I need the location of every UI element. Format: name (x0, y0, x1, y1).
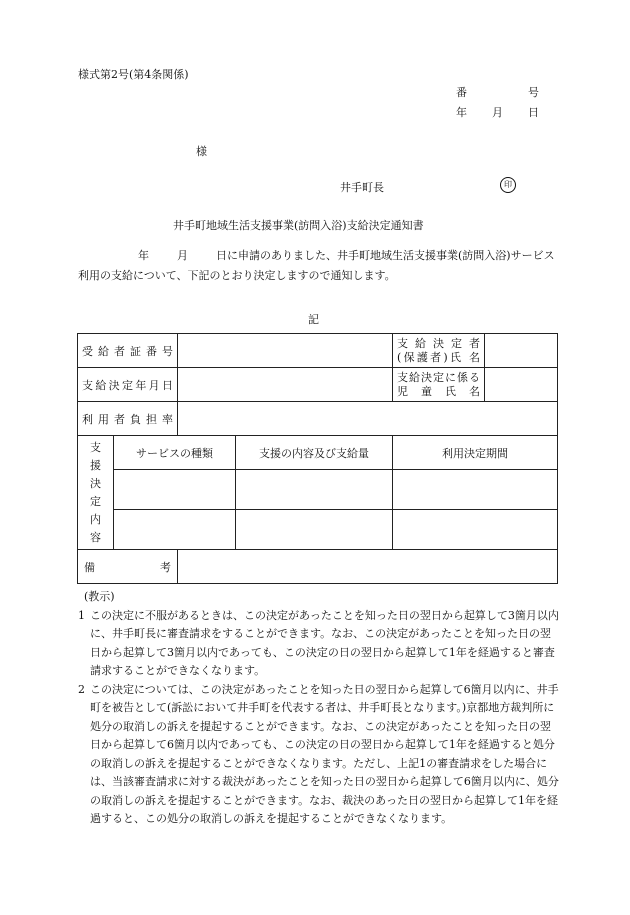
decision-holder-label-2: (保護者)氏 名 (397, 350, 480, 364)
usage-period-header: 利用決定期間 (393, 436, 558, 470)
burden-rate-label: 利用者負担率 (82, 412, 173, 426)
document-title: 井手町地域生活支援事業(訪問入浴)支給決定通知書 (173, 219, 424, 232)
recipient-number-label: 受給者証番号 (82, 344, 173, 358)
list-item (78, 681, 560, 829)
table-row (78, 436, 558, 470)
child-label-1: 支給決定に係る (397, 370, 480, 384)
instruction-number: 1 (78, 608, 85, 622)
burden-rate-value (178, 402, 558, 436)
date-month-label: 月 (492, 106, 503, 119)
instructions-heading: (教示) (84, 590, 115, 603)
addressee-suffix: 様 (196, 145, 207, 158)
table-row (78, 510, 558, 550)
seal-icon: 印 (500, 177, 516, 193)
instruction-text: この決定については、この決定があったことを知った日の翌日から起算して6箇月以内に、井手町を被告として(訴訟において井手町を代表する者は、井手町長となります。)京都地方裁判所に処分の取消しの訴えを提起することができます。なお、この決定があったことを知った日の翌日から起算して6箇月以内であっても、この決定の日の翌日から起算して1年を経過すると処分の取消しの訴えを提起することができなくなります。ただし、上記1の審査請求をした場合には、当該審査請求に対する裁決があったことを知った日の翌日から起算して6箇月以内に、処分の取消しの訴えを提起することができます。なお、裁決のあった日の翌日から起算して1年を経過すると、この処分の取消しの訴えを提起することができなくなります。 (90, 682, 559, 825)
intro-text: 日に申請のありました、井手町地域生活支援事業(訪問入浴)サービス利用の支給について、下記のとおり決定しますので通知します。 (78, 249, 555, 282)
table-row (78, 550, 558, 584)
intro-year: 年 (138, 249, 149, 262)
list-item (78, 607, 560, 681)
document-number-label: 番 (456, 86, 467, 99)
ki-heading: 記 (308, 313, 319, 326)
table-row (78, 368, 558, 402)
decision-date-label: 支給決定年月日 (82, 378, 173, 392)
content-vertical-label: 支援決定内容 (78, 436, 114, 550)
date-day-label: 日 (528, 106, 539, 119)
recipient-number-value (178, 334, 393, 368)
instructions (78, 588, 560, 829)
child-name-value (485, 368, 558, 402)
service-type-header: サービスの種類 (114, 436, 236, 470)
intro-month: 月 (177, 249, 188, 262)
date-year-label: 年 (456, 106, 467, 119)
table-row (78, 470, 558, 510)
document-number-suffix: 号 (528, 86, 539, 99)
support-amount-header: 支援の内容及び支給量 (236, 436, 393, 470)
decision-table (77, 333, 558, 584)
remarks-label-2: 考 (160, 560, 171, 574)
table-row (78, 402, 558, 436)
decision-date-value (178, 368, 393, 402)
table-row (78, 334, 558, 368)
instruction-number: 2 (78, 682, 85, 696)
remarks-label-1: 備 (84, 560, 95, 574)
decision-holder-value (485, 334, 558, 368)
issuer-name: 井手町長 (340, 181, 384, 194)
intro-paragraph (78, 246, 558, 286)
decision-holder-label-1: 支給決定者 (397, 336, 480, 350)
remarks-value (178, 550, 558, 584)
instruction-text: この決定に不服があるときは、この決定があったことを知った日の翌日から起算して3箇月以内に、井手町長に審査請求をすることができます。なお、この決定があったことを知った日の翌日から起算して3箇月以内であっても、この決定の日の翌日から起算して1年を経過すると審査請求することができなくなります。 (90, 608, 559, 677)
child-label-2: 児 童 氏 名 (397, 384, 480, 398)
form-number: 様式第2号(第4条関係) (78, 68, 189, 81)
